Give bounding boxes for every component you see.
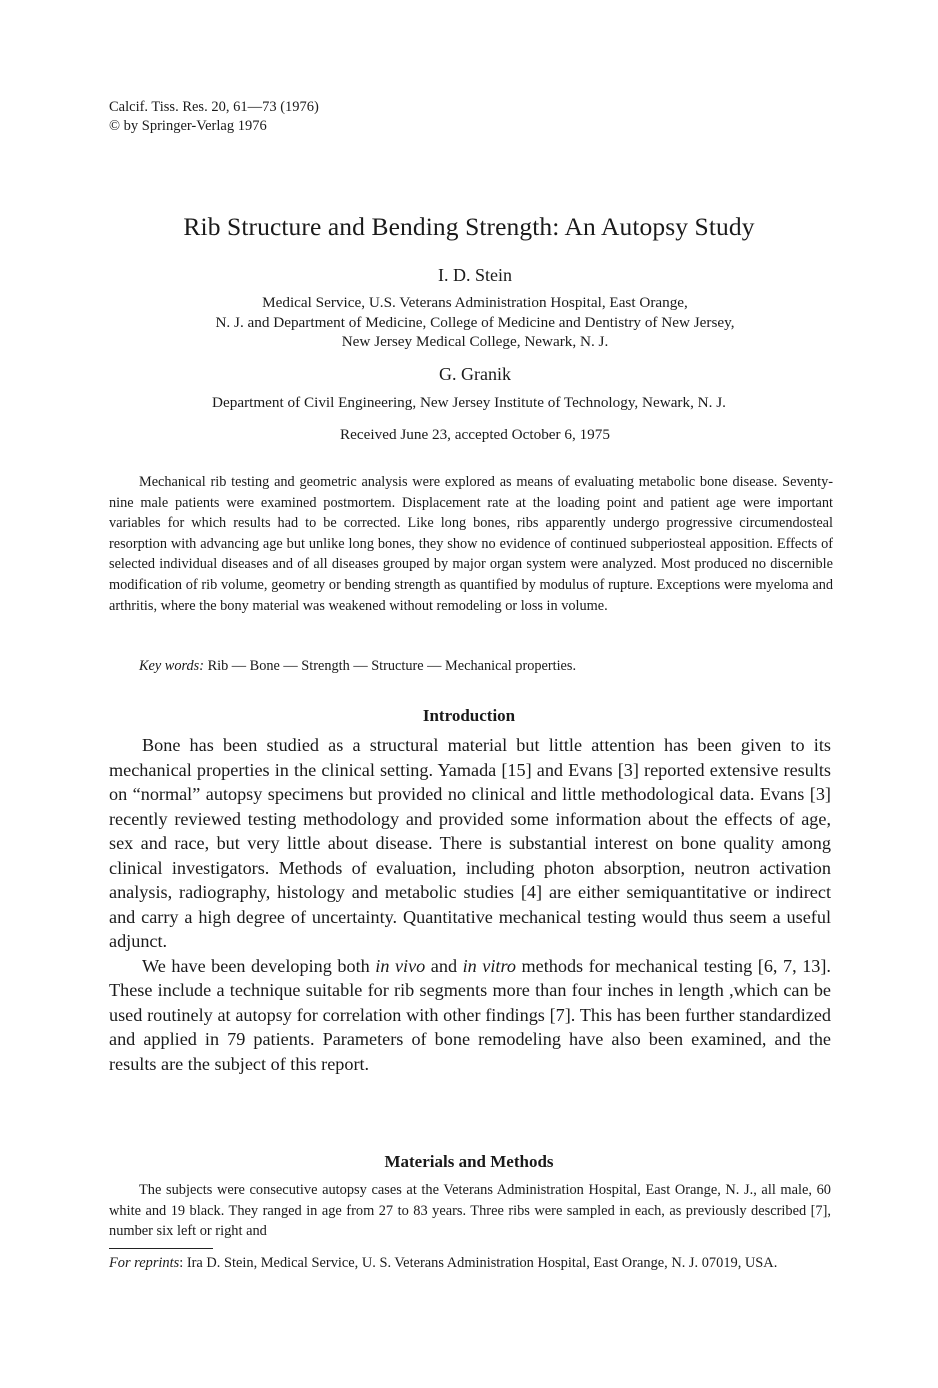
received-dates: Received June 23, accepted October 6, 1975 [340, 426, 610, 443]
author-1-name: I. D. Stein [438, 265, 512, 285]
keywords-text: Rib — Bone — Strength — Structure — Mechanical properties. [207, 658, 577, 674]
journal-citation [109, 98, 319, 136]
paper-title: Rib Structure and Bending Strength: An Autopsy Study [183, 212, 755, 241]
footnote-text: : Ira D. Stein, Medical Service, U. S. Veterans Administration Hospital, East Orange, N. J. 07019, USA. [179, 1255, 778, 1271]
paragraph: Bone has been studied as a structural material but little attention has been given to its mechanical properties in the clinical setting. Yamada [15] and Evans [3] reported extensive results on “normal” autopsy specimens but provided no clinical and little methodological data. Evans [3] recently reviewed testing methodology and provided some information about the effects of age, sex and race, but very little about disease. There is substantial interest on bone quality among clinical investigators. Methods of evaluation, including photon absorption, neutron activation analysis, radiography, histology and metabolic studies [4] are either semiquantitative or indirect and carry a high degree of uncertainty. Quantitative mechanical testing would thus seem a useful adjunct. [109, 735, 831, 951]
abstract-text: Mechanical rib testing and geometric analysis were explored as means of evaluating metabolic bone disease. Seventy-nine male patients were examined postmortem. Displacement rate at the loading point and patient age were important variables for which results had to be corrected. Like long bones, ribs apparently undergo progressive circumendosteal resorption with advancing age but unlike long bones, they show no evidence of continued subperiosteal apposition. Effects of selected individual diseases and of all diseases grouped by major organ system were analyzed. Most produced no discernible modification of rib volume, geometry or bending strength as quantified by modulus of rupture. Exceptions were myeloma and arthritis, where the bony material was weakened without remodeling or loss in volume. [109, 474, 833, 614]
affiliation-line: Department of Civil Engineering, New Jersey Institute of Technology, Newark, N. J. [212, 394, 726, 411]
affiliation-line: Medical Service, U.S. Veterans Administration Hospital, East Orange, [262, 294, 688, 311]
affiliation-line: N. J. and Department of Medicine, College of Medicine and Dentistry of New Jersey, [215, 313, 735, 331]
author-2-affiliation [60, 393, 878, 413]
author-1-affiliation [100, 293, 850, 352]
author-2-name: G. Granik [439, 364, 511, 384]
paragraph: We have been developing both in vivo and in vitro methods for mechanical testing [6, 7, 13]. These include a technique suitable for rib segments more than four inches in length ,which can be used routinely at autopsy for correlation with other findings [7]. This has been further standardized and applied in 79 patients. Parameters of bone remodeling have also been examined, and the results are the subject of this report. [109, 955, 831, 1074]
keywords [139, 658, 576, 675]
introduction-body [109, 733, 831, 1076]
footnote [109, 1253, 831, 1274]
citation-line-1: Calcif. Tiss. Res. 20, 61—73 (1976) [109, 99, 319, 115]
affiliation-line: New Jersey Medical College, Newark, N. J. [341, 333, 609, 350]
footnote-divider [109, 1248, 213, 1249]
section-heading-methods: Materials and Methods [384, 1152, 554, 1171]
citation-line-2: © by Springer-Verlag 1976 [109, 118, 267, 134]
methods-body [109, 1180, 831, 1242]
footnote-label: For reprints [109, 1255, 180, 1271]
keywords-label: Key words: [139, 658, 204, 674]
abstract [109, 472, 833, 616]
paragraph: The subjects were consecutive autopsy cases at the Veterans Administration Hospital, East Orange, N. J., all male, 60 white and 19 black. They ranged in age from 27 to 83 years. Three ribs were sampled in each, as previously described [7], number six left or right and [109, 1182, 831, 1239]
section-heading-introduction: Introduction [422, 706, 516, 725]
